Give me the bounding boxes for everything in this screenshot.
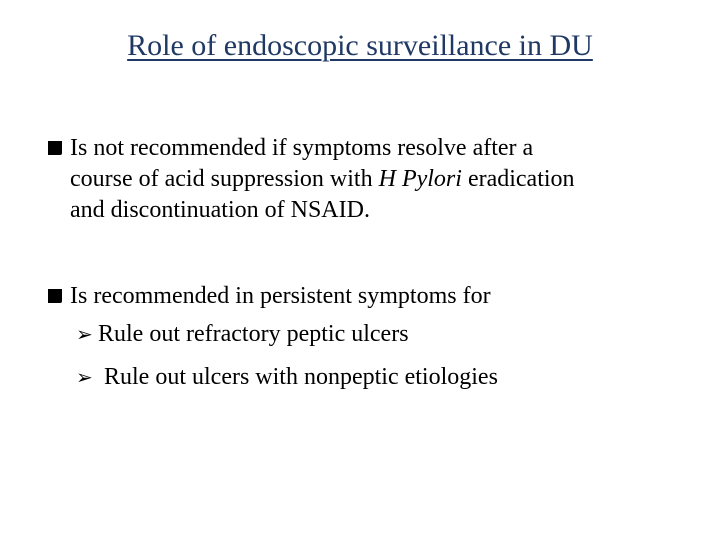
hollow-square-bullet-icon <box>46 287 65 306</box>
hollow-square-bullet-icon <box>46 139 65 158</box>
italic-term: H Pylori <box>378 166 462 192</box>
arrow-bullet-icon: ➢ <box>76 322 93 346</box>
bullet-item <box>46 133 706 226</box>
sub-bullet-item <box>76 362 498 393</box>
bullet-continuation-line: and discontinuation of NSAID. <box>70 197 370 223</box>
bullet-text-segment: eradication <box>461 166 575 192</box>
bullet-text: Is not recommended if symptoms resolve after a <box>70 135 534 161</box>
slide-title: Role of endoscopic surveillance in DU <box>127 29 593 62</box>
bullet-text-segment: course of acid suppression with <box>70 166 379 192</box>
bullet-continuation-line <box>46 164 706 195</box>
sub-bullet-text: Rule out refractory peptic ulcers <box>98 321 409 347</box>
bullet-item <box>46 281 706 312</box>
bullet-text: Is recommended in persistent symptoms for <box>70 283 491 309</box>
sub-bullet-item <box>76 319 409 350</box>
arrow-bullet-icon: ➢ <box>76 365 93 389</box>
sub-bullet-text: Rule out ulcers with nonpeptic etiologies <box>104 364 498 390</box>
